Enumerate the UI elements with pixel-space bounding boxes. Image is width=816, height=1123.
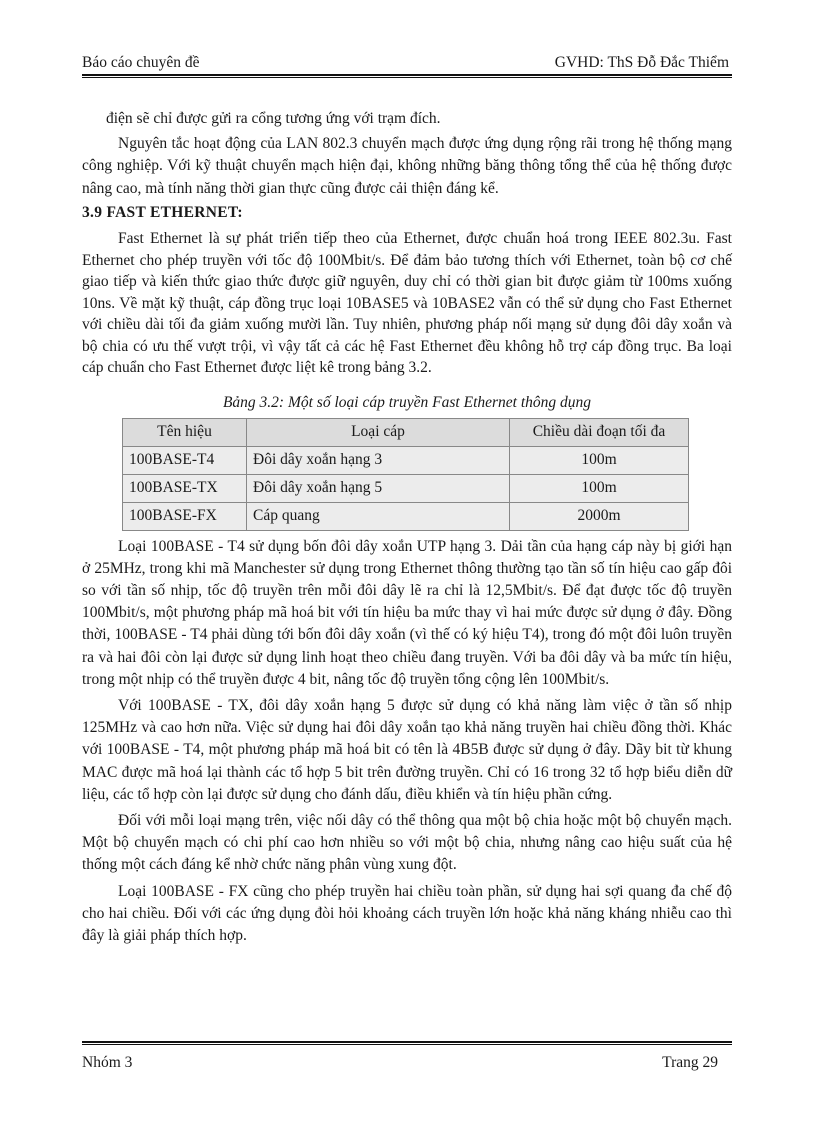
header-cell-name: Tên hiệu xyxy=(123,418,247,446)
cell-length: 2000m xyxy=(510,502,689,530)
cell-length: 100m xyxy=(510,446,689,474)
cell-cable: Đôi dây xoắn hạng 5 xyxy=(247,474,510,502)
body-paragraph: Với 100BASE - TX, đôi dây xoắn hạng 5 được sử dụng có khả năng làm việc ở tần số nhịp 125MHz và cao hơn nữa. Việc sử dụng hai đôi dây xoắn tạo khả năng truyền hai chiều đồng thời. Khác với 100BASE - T4, một phương pháp mã hoá bit có tên là 4B5B được sử dụng ở đây. Dãy bit từ khung MAC được mã hoá lại thành các tổ hợp 5 bit trên đường truyền. Chỉ có 16 trong 32 tổ hợp biểu diễn dữ liệu, các tổ hợp còn lại được sử dụng cho đánh dấu, điều khiển và tín hiệu phần cứng. xyxy=(82,696,732,803)
cell-name: 100BASE-TX xyxy=(123,474,247,502)
header-report-title: Báo cáo chuyên đề xyxy=(82,54,200,71)
cell-cable: Đôi dây xoắn hạng 3 xyxy=(247,446,510,474)
page-number: Trang 29 xyxy=(662,1054,718,1071)
cell-name: 100BASE-T4 xyxy=(123,446,247,474)
body-paragraph: Loại 100BASE - T4 sử dụng bốn đôi dây xoắn UTP hạng 3. Dải tần của hạng cáp này bị giới hạn ở 25MHz, trong khi mã Manchester sử dụng trong Ethernet thông thường tạo tần số tín hiệu cao gấp đôi so với tần số nhịp, tốc độ truyền trên mỗi đôi dây lẽ ra chỉ là 12,5Mbit/s. Để đạt được tốc độ truyền 100Mbit/s, một phương pháp mã hoá bit với tín hiệu ba mức thay vì hai mức được sử dụng ở đây. Đồng thời, 100BASE - T4 phải dùng tới bốn đôi dây xoắn (vì thế có ký hiệu T4), trong đó một đôi luôn truyền ra và hai đôi còn lại được sử dụng linh hoạt theo chiều đang truyền. Với ba đôi dây và ba mức tín hiệu, trong một nhịp có thể truyền được 4 bit, nâng tốc độ truyền tổng cộng lên 100Mbit/s. xyxy=(82,537,732,688)
table-row xyxy=(123,446,689,474)
table-caption: Bảng 3.2: Một số loại cáp truyền Fast Ethernet thông dụng xyxy=(222,393,592,411)
body-paragraph: Loại 100BASE - FX cũng cho phép truyền hai chiều toàn phần, sử dụng hai sợi quang đa chế độ cho hai chiều. Đối với các ứng dụng đòi hỏi khoảng cách truyền lớn hoặc khả năng kháng nhiễu cao thì đây là giải pháp thích hợp. xyxy=(82,882,732,944)
table-header-row xyxy=(123,418,689,446)
footer-rule xyxy=(82,1041,732,1043)
page-body xyxy=(82,108,732,947)
section-heading: 3.9 FAST ETHERNET: xyxy=(82,203,243,221)
section-intro: Fast Ethernet là sự phát triển tiếp theo của Ethernet, được chuẩn hoá trong IEEE 802.3u. Fast Ethernet cho phép truyền với tốc độ 100Mbit/s. Để đảm bảo tương thích với Ethernet, toàn bộ cơ chế giao tiếp và kiến thức giao thức được giữ nguyên, duy chỉ có thời gian bit được giảm từ 100ms xuống 10ns. Về mặt kỹ thuật, cáp đồng trục loại 10BASE5 và 10BASE2 vẫn có thể sử dụng cho Fast Ethernet với chiều dài tối đa giảm xuống mười lần. Tuy nhiên, phương pháp nối mạng sử dụng đôi dây xoắn và bộ chia có ưu thế vượt trội, vì vậy tất cả các hệ Fast Ethernet đều không hỗ trợ cáp đồng trục. Ba loại cáp chuẩn cho Fast Ethernet được liệt kê trong bảng 3.2. xyxy=(82,230,732,377)
table-row xyxy=(123,474,689,502)
header-rule xyxy=(82,74,732,76)
cell-cable: Cáp quang xyxy=(247,502,510,530)
page-header xyxy=(82,52,732,74)
footer-rule-thin xyxy=(82,1044,732,1045)
header-cell-length: Chiều dài đoạn tối đa xyxy=(510,418,689,446)
header-supervisor: GVHD: ThS Đỗ Đắc Thiểm xyxy=(554,54,729,71)
body-paragraph: Đối với mỗi loại mạng trên, việc nối dây có thể thông qua một bộ chia hoặc một bộ chuyển mạch. Một bộ chuyển mạch có chi phí cao hơn nhiều so với một bộ chia, nhưng nâng cao hiệu suất của hệ thống một cách đáng kể nhờ chức năng phân vùng xung đột. xyxy=(82,811,732,874)
footer-group: Nhóm 3 xyxy=(82,1054,133,1071)
header-rule-thin xyxy=(82,77,732,78)
body-paragraph: điện sẽ chỉ được gửi ra cổng tương ứng với trạm đích. xyxy=(106,110,441,127)
cell-length: 100m xyxy=(510,474,689,502)
body-paragraph: Nguyên tắc hoạt động của LAN 802.3 chuyển mạch được ứng dụng rộng rãi trong hệ thống mạng công nghiệp. Với kỹ thuật chuyển mạch hiện đại, không những băng thông tổng thể của hệ thống được nâng cao, mà tính năng thời gian thực cũng được cải thiện đáng kể. xyxy=(82,135,732,197)
cable-table xyxy=(122,418,689,531)
cell-name: 100BASE-FX xyxy=(123,502,247,530)
table-row xyxy=(123,502,689,530)
header-cell-cable: Loại cáp xyxy=(247,418,510,446)
